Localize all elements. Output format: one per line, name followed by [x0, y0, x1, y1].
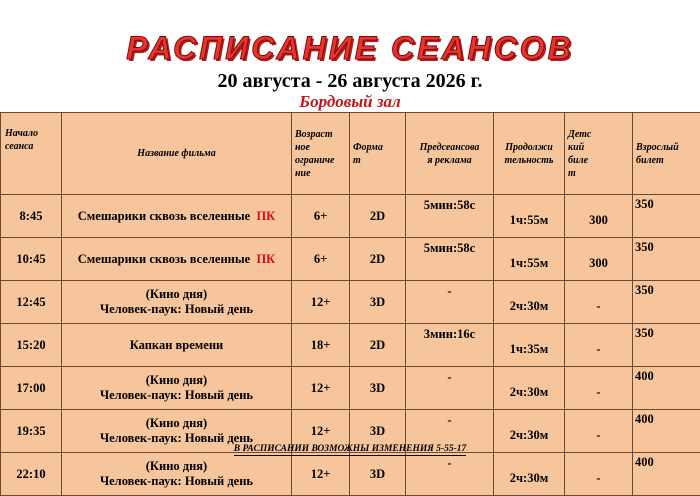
duration: 1ч:55м [494, 195, 565, 238]
ads-duration: - [406, 367, 494, 410]
col-header-age: Возраст ное ограниче ние [292, 113, 350, 195]
ads-duration: 3мин:16с [406, 324, 494, 367]
format: 2D [350, 195, 406, 238]
film-title: Капкан времени [62, 324, 292, 367]
film-title: (Кино дня) Человек-паук: Новый день [62, 367, 292, 410]
format: 3D [350, 367, 406, 410]
table-row [1, 453, 700, 496]
table-row [1, 281, 700, 324]
table-row [1, 324, 700, 367]
col-header-adult: Взрослый билет [633, 113, 700, 195]
pk-badge: ПК [256, 252, 275, 266]
adult-ticket: 350 [633, 238, 700, 281]
film-title: Смешарики сквозь вселенные ПК [62, 195, 292, 238]
session-time: 19:35 [1, 410, 62, 453]
session-time: 15:20 [1, 324, 62, 367]
child-ticket: - [565, 281, 633, 324]
duration: 2ч:30м [494, 410, 565, 453]
col-header-child: Детс кий биле т [565, 113, 633, 195]
child-ticket: - [565, 453, 633, 496]
age-rating: 6+ [292, 238, 350, 281]
format: 3D [350, 281, 406, 324]
format: 2D [350, 238, 406, 281]
session-time: 17:00 [1, 367, 62, 410]
header-row [1, 113, 700, 195]
ads-duration: - [406, 410, 494, 453]
adult-ticket: 400 [633, 453, 700, 496]
session-time: 22:10 [1, 453, 62, 496]
duration: 1ч:55м [494, 238, 565, 281]
page-title: РАСПИСАНИЕ СЕАНСОВ [0, 30, 700, 67]
table-row [1, 195, 700, 238]
child-ticket: - [565, 367, 633, 410]
date-range: 20 августа - 26 августа 2026 г. [0, 70, 700, 93]
child-ticket: - [565, 410, 633, 453]
film-title: (Кино дня) Человек-паук: Новый день [62, 453, 292, 496]
col-header-format: Форма т [350, 113, 406, 195]
col-header-film: Название фильма [62, 113, 292, 195]
session-time: 12:45 [1, 281, 62, 324]
format: 3D [350, 453, 406, 496]
child-ticket: 300 [565, 195, 633, 238]
table-row [1, 367, 700, 410]
duration: 1ч:35м [494, 324, 565, 367]
table-row [1, 238, 700, 281]
hall-name: Бордовый зал [0, 92, 700, 112]
col-header-ads: Предсеансова я реклама [406, 113, 494, 195]
footer-note: В РАСПИСАНИИ ВОЗМОЖНЫ ИЗМЕНЕНИЯ 5-55-17 [0, 444, 700, 454]
adult-ticket: 400 [633, 367, 700, 410]
ads-duration: 5мин:58с [406, 238, 494, 281]
session-time: 8:45 [1, 195, 62, 238]
format: 3D [350, 410, 406, 453]
schedule-table [0, 112, 700, 496]
film-title: Смешарики сквозь вселенные ПК [62, 238, 292, 281]
child-ticket: 300 [565, 238, 633, 281]
duration: 2ч:30м [494, 281, 565, 324]
age-rating: 12+ [292, 410, 350, 453]
adult-ticket: 350 [633, 324, 700, 367]
col-header-start: Начало сеанса [1, 113, 62, 195]
age-rating: 12+ [292, 281, 350, 324]
duration: 2ч:30м [494, 453, 565, 496]
col-header-duration: Продолжи тельность [494, 113, 565, 195]
duration: 2ч:30м [494, 367, 565, 410]
age-rating: 12+ [292, 367, 350, 410]
ads-duration: 5мин:58с [406, 195, 494, 238]
age-rating: 6+ [292, 195, 350, 238]
ads-duration: - [406, 281, 494, 324]
film-title: (Кино дня) Человек-паук: Новый день [62, 410, 292, 453]
adult-ticket: 350 [633, 195, 700, 238]
adult-ticket: 350 [633, 281, 700, 324]
ads-duration: - [406, 453, 494, 496]
session-time: 10:45 [1, 238, 62, 281]
child-ticket: - [565, 324, 633, 367]
age-rating: 18+ [292, 324, 350, 367]
format: 2D [350, 324, 406, 367]
age-rating: 12+ [292, 453, 350, 496]
pk-badge: ПК [256, 209, 275, 223]
adult-ticket: 400 [633, 410, 700, 453]
film-title: (Кино дня) Человек-паук: Новый день [62, 281, 292, 324]
